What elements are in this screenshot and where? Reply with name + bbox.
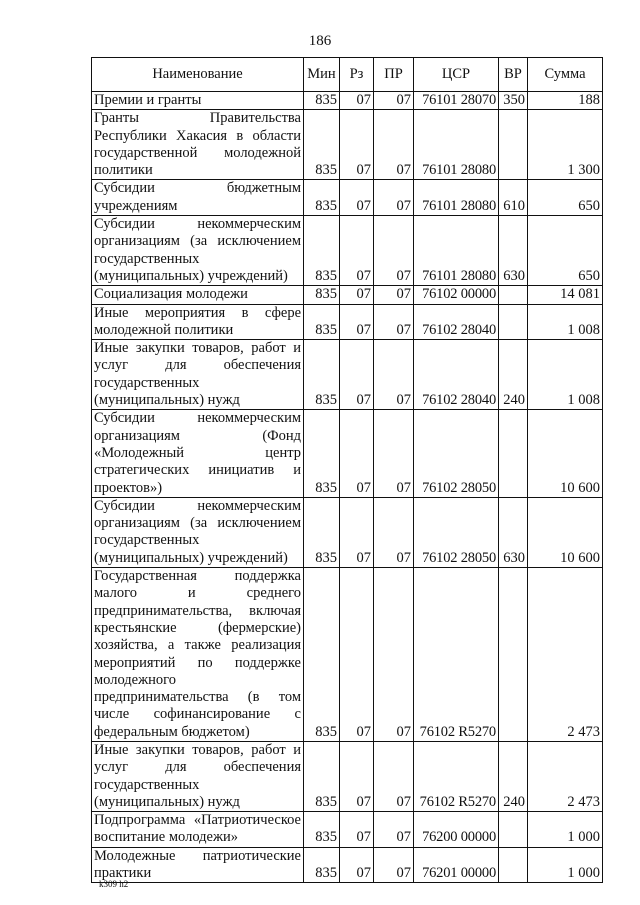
cell-vr: 350: [499, 92, 528, 110]
cell-rz: 07: [340, 92, 374, 110]
cell-pr: 07: [374, 180, 414, 216]
table-row: [92, 304, 603, 340]
table-row: [92, 847, 603, 883]
header-sum: Сумма: [528, 58, 603, 92]
cell-pr: 07: [374, 92, 414, 110]
cell-sum: 2 473: [528, 568, 603, 742]
cell-pr: 07: [374, 286, 414, 304]
cell-rz: 07: [340, 304, 374, 340]
cell-sum: 1 008: [528, 304, 603, 340]
cell-rz: 07: [340, 110, 374, 180]
cell-min: 835: [304, 286, 340, 304]
page-number: 186: [308, 33, 332, 49]
cell-sum: 10 600: [528, 497, 603, 567]
cell-pr: 07: [374, 304, 414, 340]
cell-pr: 07: [374, 812, 414, 848]
cell-min: 835: [304, 110, 340, 180]
cell-csr: 76101 28080: [414, 216, 499, 286]
cell-min: 835: [304, 497, 340, 567]
table-row: [92, 92, 603, 110]
cell-sum: 2 473: [528, 741, 603, 811]
cell-rz: 07: [340, 847, 374, 883]
cell-pr: 07: [374, 216, 414, 286]
cell-vr: [499, 812, 528, 848]
cell-sum: 10 600: [528, 410, 603, 497]
cell-name: Гранты Правительства Республики Хакасия в области государственной молодежной политики: [92, 110, 304, 180]
table-row: [92, 741, 603, 811]
header-pr: ПР: [374, 58, 414, 92]
cell-name: Иные закупки товаров, работ и услуг для обеспечения государственных (муниципальных) нужд: [92, 741, 304, 811]
cell-csr: 76200 00000: [414, 812, 499, 848]
header-name: Наименование: [92, 58, 304, 92]
cell-csr: 76102 R5270: [414, 741, 499, 811]
cell-pr: 07: [374, 568, 414, 742]
cell-vr: [499, 304, 528, 340]
cell-min: 835: [304, 304, 340, 340]
cell-min: 835: [304, 812, 340, 848]
cell-sum: 1 300: [528, 110, 603, 180]
cell-name: Субсидии некоммерческим организациям (за исключением государственных (муниципальных) учреждений): [92, 497, 304, 567]
cell-vr: [499, 110, 528, 180]
cell-name: Социализация молодежи: [92, 286, 304, 304]
cell-sum: 1 000: [528, 812, 603, 848]
table-row: [92, 410, 603, 497]
cell-csr: 76102 R5270: [414, 568, 499, 742]
table-row: [92, 110, 603, 180]
cell-rz: 07: [340, 410, 374, 497]
cell-pr: 07: [374, 340, 414, 410]
cell-vr: [499, 410, 528, 497]
cell-min: 835: [304, 340, 340, 410]
cell-name: Субсидии некоммерческим организациям (за исключением государственных (муниципальных) учреждений): [92, 216, 304, 286]
cell-min: 835: [304, 410, 340, 497]
cell-sum: 650: [528, 180, 603, 216]
cell-vr: [499, 286, 528, 304]
cell-csr: 76201 00000: [414, 847, 499, 883]
cell-vr: 240: [499, 340, 528, 410]
cell-pr: 07: [374, 847, 414, 883]
cell-csr: 76102 28040: [414, 340, 499, 410]
cell-pr: 07: [374, 110, 414, 180]
cell-rz: 07: [340, 497, 374, 567]
table-row: [92, 568, 603, 742]
footer-code: k309 h2: [99, 879, 129, 889]
table-row: [92, 286, 603, 304]
cell-name: Иные мероприятия в сфере молодежной политики: [92, 304, 304, 340]
cell-csr: 76101 28080: [414, 110, 499, 180]
cell-rz: 07: [340, 286, 374, 304]
budget-table: [91, 57, 603, 883]
cell-name: Молодежные патриотические практики: [92, 847, 304, 883]
cell-sum: 650: [528, 216, 603, 286]
header-rz: Рз: [340, 58, 374, 92]
cell-csr: 76102 00000: [414, 286, 499, 304]
cell-name: Субсидии бюджетным учреждениям: [92, 180, 304, 216]
cell-rz: 07: [340, 180, 374, 216]
cell-min: 835: [304, 741, 340, 811]
cell-min: 835: [304, 847, 340, 883]
cell-vr: 610: [499, 180, 528, 216]
cell-name: Премии и гранты: [92, 92, 304, 110]
cell-sum: 1 000: [528, 847, 603, 883]
table-row: [92, 497, 603, 567]
table-header-row: [92, 58, 603, 92]
cell-name: Иные закупки товаров, работ и услуг для обеспечения государственных (муниципальных) нужд: [92, 340, 304, 410]
table-row: [92, 340, 603, 410]
cell-vr: 630: [499, 216, 528, 286]
cell-csr: 76102 28050: [414, 410, 499, 497]
header-vr: ВР: [499, 58, 528, 92]
cell-min: 835: [304, 92, 340, 110]
cell-rz: 07: [340, 741, 374, 811]
table-body: [92, 92, 603, 883]
cell-pr: 07: [374, 410, 414, 497]
cell-pr: 07: [374, 497, 414, 567]
cell-name: Подпрограмма «Патриотическое воспитание молодежи»: [92, 812, 304, 848]
cell-vr: [499, 568, 528, 742]
cell-csr: 76102 28040: [414, 304, 499, 340]
cell-min: 835: [304, 568, 340, 742]
table-row: [92, 812, 603, 848]
cell-sum: 188: [528, 92, 603, 110]
table-row: [92, 180, 603, 216]
cell-min: 835: [304, 180, 340, 216]
cell-csr: 76101 28080: [414, 180, 499, 216]
cell-vr: 240: [499, 741, 528, 811]
cell-sum: 14 081: [528, 286, 603, 304]
table-row: [92, 216, 603, 286]
cell-rz: 07: [340, 340, 374, 410]
header-csr: ЦСР: [414, 58, 499, 92]
cell-csr: 76101 28070: [414, 92, 499, 110]
cell-pr: 07: [374, 741, 414, 811]
cell-min: 835: [304, 216, 340, 286]
cell-rz: 07: [340, 216, 374, 286]
cell-name: Государственная поддержка малого и среднего предпринимательства, включая крестьянские (фермерские) хозяйства, а также реализация мероприятий по поддержке молодежного предпринимательства (в том числе софинансирование с федеральным бюджетом): [92, 568, 304, 742]
cell-name: Субсидии некоммерческим организациям (Фонд «Молодежный центр стратегических инициатив и проектов»): [92, 410, 304, 497]
cell-rz: 07: [340, 568, 374, 742]
cell-csr: 76102 28050: [414, 497, 499, 567]
cell-vr: [499, 847, 528, 883]
cell-vr: 630: [499, 497, 528, 567]
header-min: Мин: [304, 58, 340, 92]
cell-rz: 07: [340, 812, 374, 848]
cell-sum: 1 008: [528, 340, 603, 410]
